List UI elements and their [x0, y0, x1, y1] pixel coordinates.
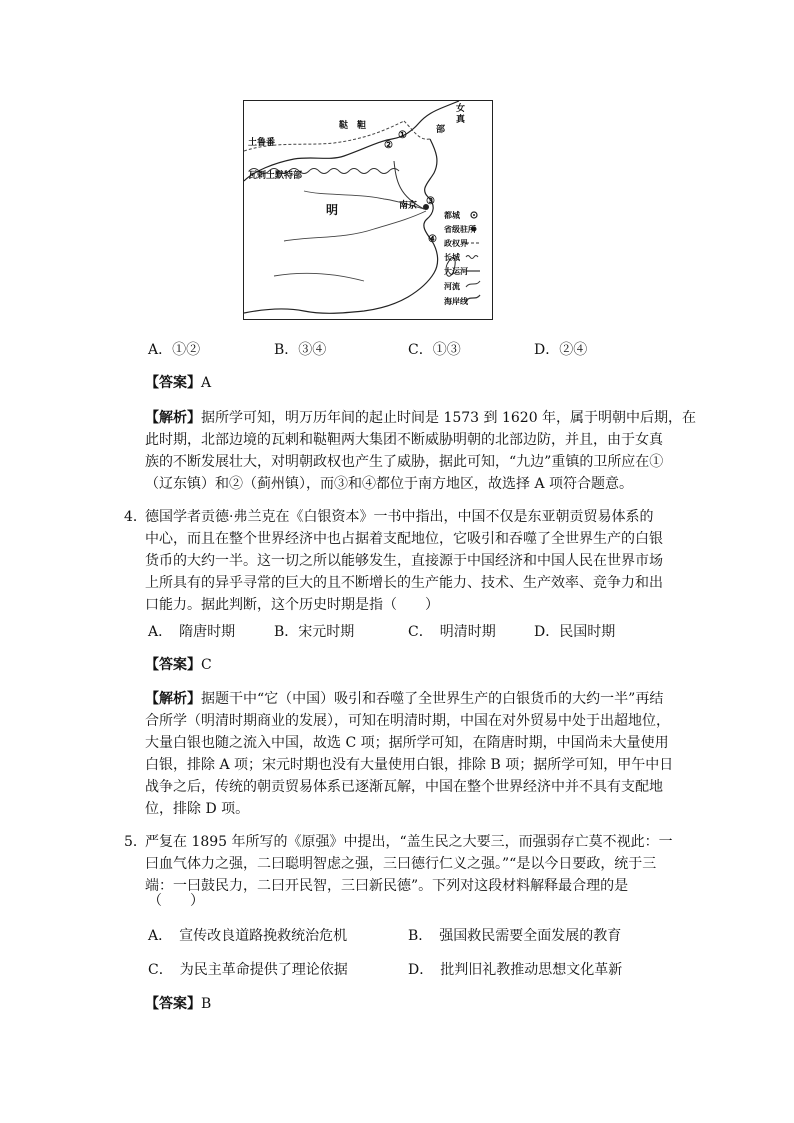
q4-option-d: D．民国时期 [534, 624, 616, 640]
legend-provincial: 省级驻所 [444, 224, 476, 234]
q5-stem-line-2: 曰血气体力之强，二曰聪明智虑之强，三曰德行仁义之强。”“是以今日要政，统于三 [145, 856, 657, 872]
q3-analysis-line-2: 此时期，北部边境的瓦剌和鞑靼两大集团不断威胁明朝的北部边防，并且，由于女真 [145, 432, 663, 448]
legend-coast: 海岸线 [444, 296, 468, 306]
q5-stem-line-3: 端：一曰鼓民力，二曰开民智，三曰新民德”。下列对这段材料解释最合理的是 [145, 878, 629, 894]
label-wala: 瓦剌土默特部 [248, 171, 303, 181]
q3-option-c: C．①③ [408, 342, 461, 358]
q3-analysis-line-3: 族的不断发展壮大，对明朝政权也产生了威胁，据此可知，“九边”重镇的卫所应在① [145, 454, 664, 470]
answer-label: 【答案】 [145, 657, 201, 673]
marker-1: ① [398, 130, 407, 141]
q4-stem-line-3: 货币的大约一半。这一切之所以能够发生，直接源于中国经济和中国人民在世界市场 [145, 553, 663, 569]
label-bu: 部 [436, 125, 446, 135]
q5-number: 5． [124, 834, 147, 850]
legend-river: 河流 [444, 281, 460, 291]
label-ming: 明 [326, 203, 339, 217]
river [274, 273, 364, 281]
q4-analysis-line-4: 白银，排除 A 项；宋元时期也没有大量使用白银，排除 B 项；据所学可知，甲午中日 [145, 757, 674, 773]
answer-label: 【答案】 [145, 375, 201, 391]
river [284, 211, 426, 241]
q5-stem-line-1: 严复在 1895 年所写的《原强》中提出，“盖生民之大要三，而强弱存亡莫不视此：一 [145, 834, 673, 850]
label-dada: 鞑 靼 [339, 121, 367, 131]
q3-answer [145, 375, 211, 391]
q3-option-b: B．③④ [274, 342, 327, 358]
q4-analysis-line-1: 【解析】据题干中“它（中国）吸引和吞噬了全世界生产的白银货币的大约一半”再结 [145, 691, 664, 707]
q4-stem-line-2: 中心，而且在整个世界经济中也占据着支配地位，它吸引和吞噬了全世界生产的白银 [145, 531, 663, 547]
ming-dynasty-map [243, 100, 493, 320]
q5-option-d: D． 批判旧礼教推动思想文化革新 [408, 962, 623, 978]
q4-stem-line-5: 口能力。据此判断，这个历史时期是指（ ） [145, 597, 439, 613]
q3-option-d: D．②④ [534, 342, 588, 358]
q3-analysis-line-1: 【解析】据所学可知，明万历年间的起止时间是 1573 到 1620 年，属于明朝中后期，在 [145, 410, 697, 426]
legend-canal: 大运河 [444, 266, 468, 276]
legend-wall: 长城 [444, 252, 460, 262]
analysis-label: 【解析】 [145, 410, 201, 426]
q5-answer [145, 996, 211, 1012]
label-tufan: 土鲁番 [248, 138, 276, 148]
legend-boundary: 政权界 [444, 238, 468, 248]
q4-option-c: C． 明清时期 [408, 624, 496, 640]
q4-option-b: B．宋元时期 [274, 624, 355, 640]
q4-answer [145, 657, 212, 673]
label-nuzhen: 女 真 [456, 104, 466, 125]
answer-label: 【答案】 [145, 996, 201, 1012]
legend-wall-symbol [466, 256, 478, 259]
q4-stem-line-1: 德国学者贡德·弗兰克在《白银资本》一书中指出，中国不仅是东亚朝贡贸易体系的 [145, 509, 654, 525]
marker-2: ② [384, 140, 393, 151]
q5-stem-line-4: （ ） [148, 893, 204, 909]
q4-option-a: A． 隋唐时期 [148, 624, 236, 640]
q4-analysis-line-2: 合所学（明清时期商业的发展），可知在明清时期，中国在对外贸易中处于出超地位， [145, 713, 670, 729]
q3-analysis-line-4: （辽东镇）和②（蓟州镇），而③和④都位于南方地区，故选择 A 项符合题意。 [145, 476, 634, 492]
q5-option-b: B． 强国救民需要全面发展的教育 [408, 928, 622, 944]
q5-option-a: A． 宣传改良道路挽救统治危机 [148, 928, 348, 944]
legend-capital: 都城 [444, 210, 460, 220]
answer-value: A [201, 375, 212, 391]
q3-option-a: A．①② [148, 342, 201, 358]
q4-number: 4． [124, 509, 147, 525]
answer-value: B [201, 996, 212, 1012]
label-nanjing: 南京 [399, 201, 418, 211]
legend-river-symbol [466, 281, 480, 287]
marker-3: ③ [426, 196, 435, 207]
legend-coast-symbol [466, 295, 480, 301]
q4-analysis-line-6: 位，排除 D 项。 [145, 801, 250, 817]
q4-analysis-line-3: 大量白银也随之流入中国，故选 C 项；据所学可知，在隋唐时期，中国尚未大量使用 [145, 735, 669, 751]
answer-value: C [201, 657, 212, 673]
analysis-label: 【解析】 [145, 691, 201, 707]
q4-stem-line-4: 上所具有的异乎寻常的巨大的且不断增长的生产能力、技术、生产效率、竞争力和出 [145, 575, 663, 591]
q5-option-c: C． 为民主革命提供了理论依据 [148, 962, 348, 978]
q4-analysis-line-5: 战争之后，传统的朝贡贸易体系已逐渐瓦解，中国在整个世界经济中并不具有支配地 [145, 779, 663, 795]
marker-4: ④ [428, 234, 437, 245]
